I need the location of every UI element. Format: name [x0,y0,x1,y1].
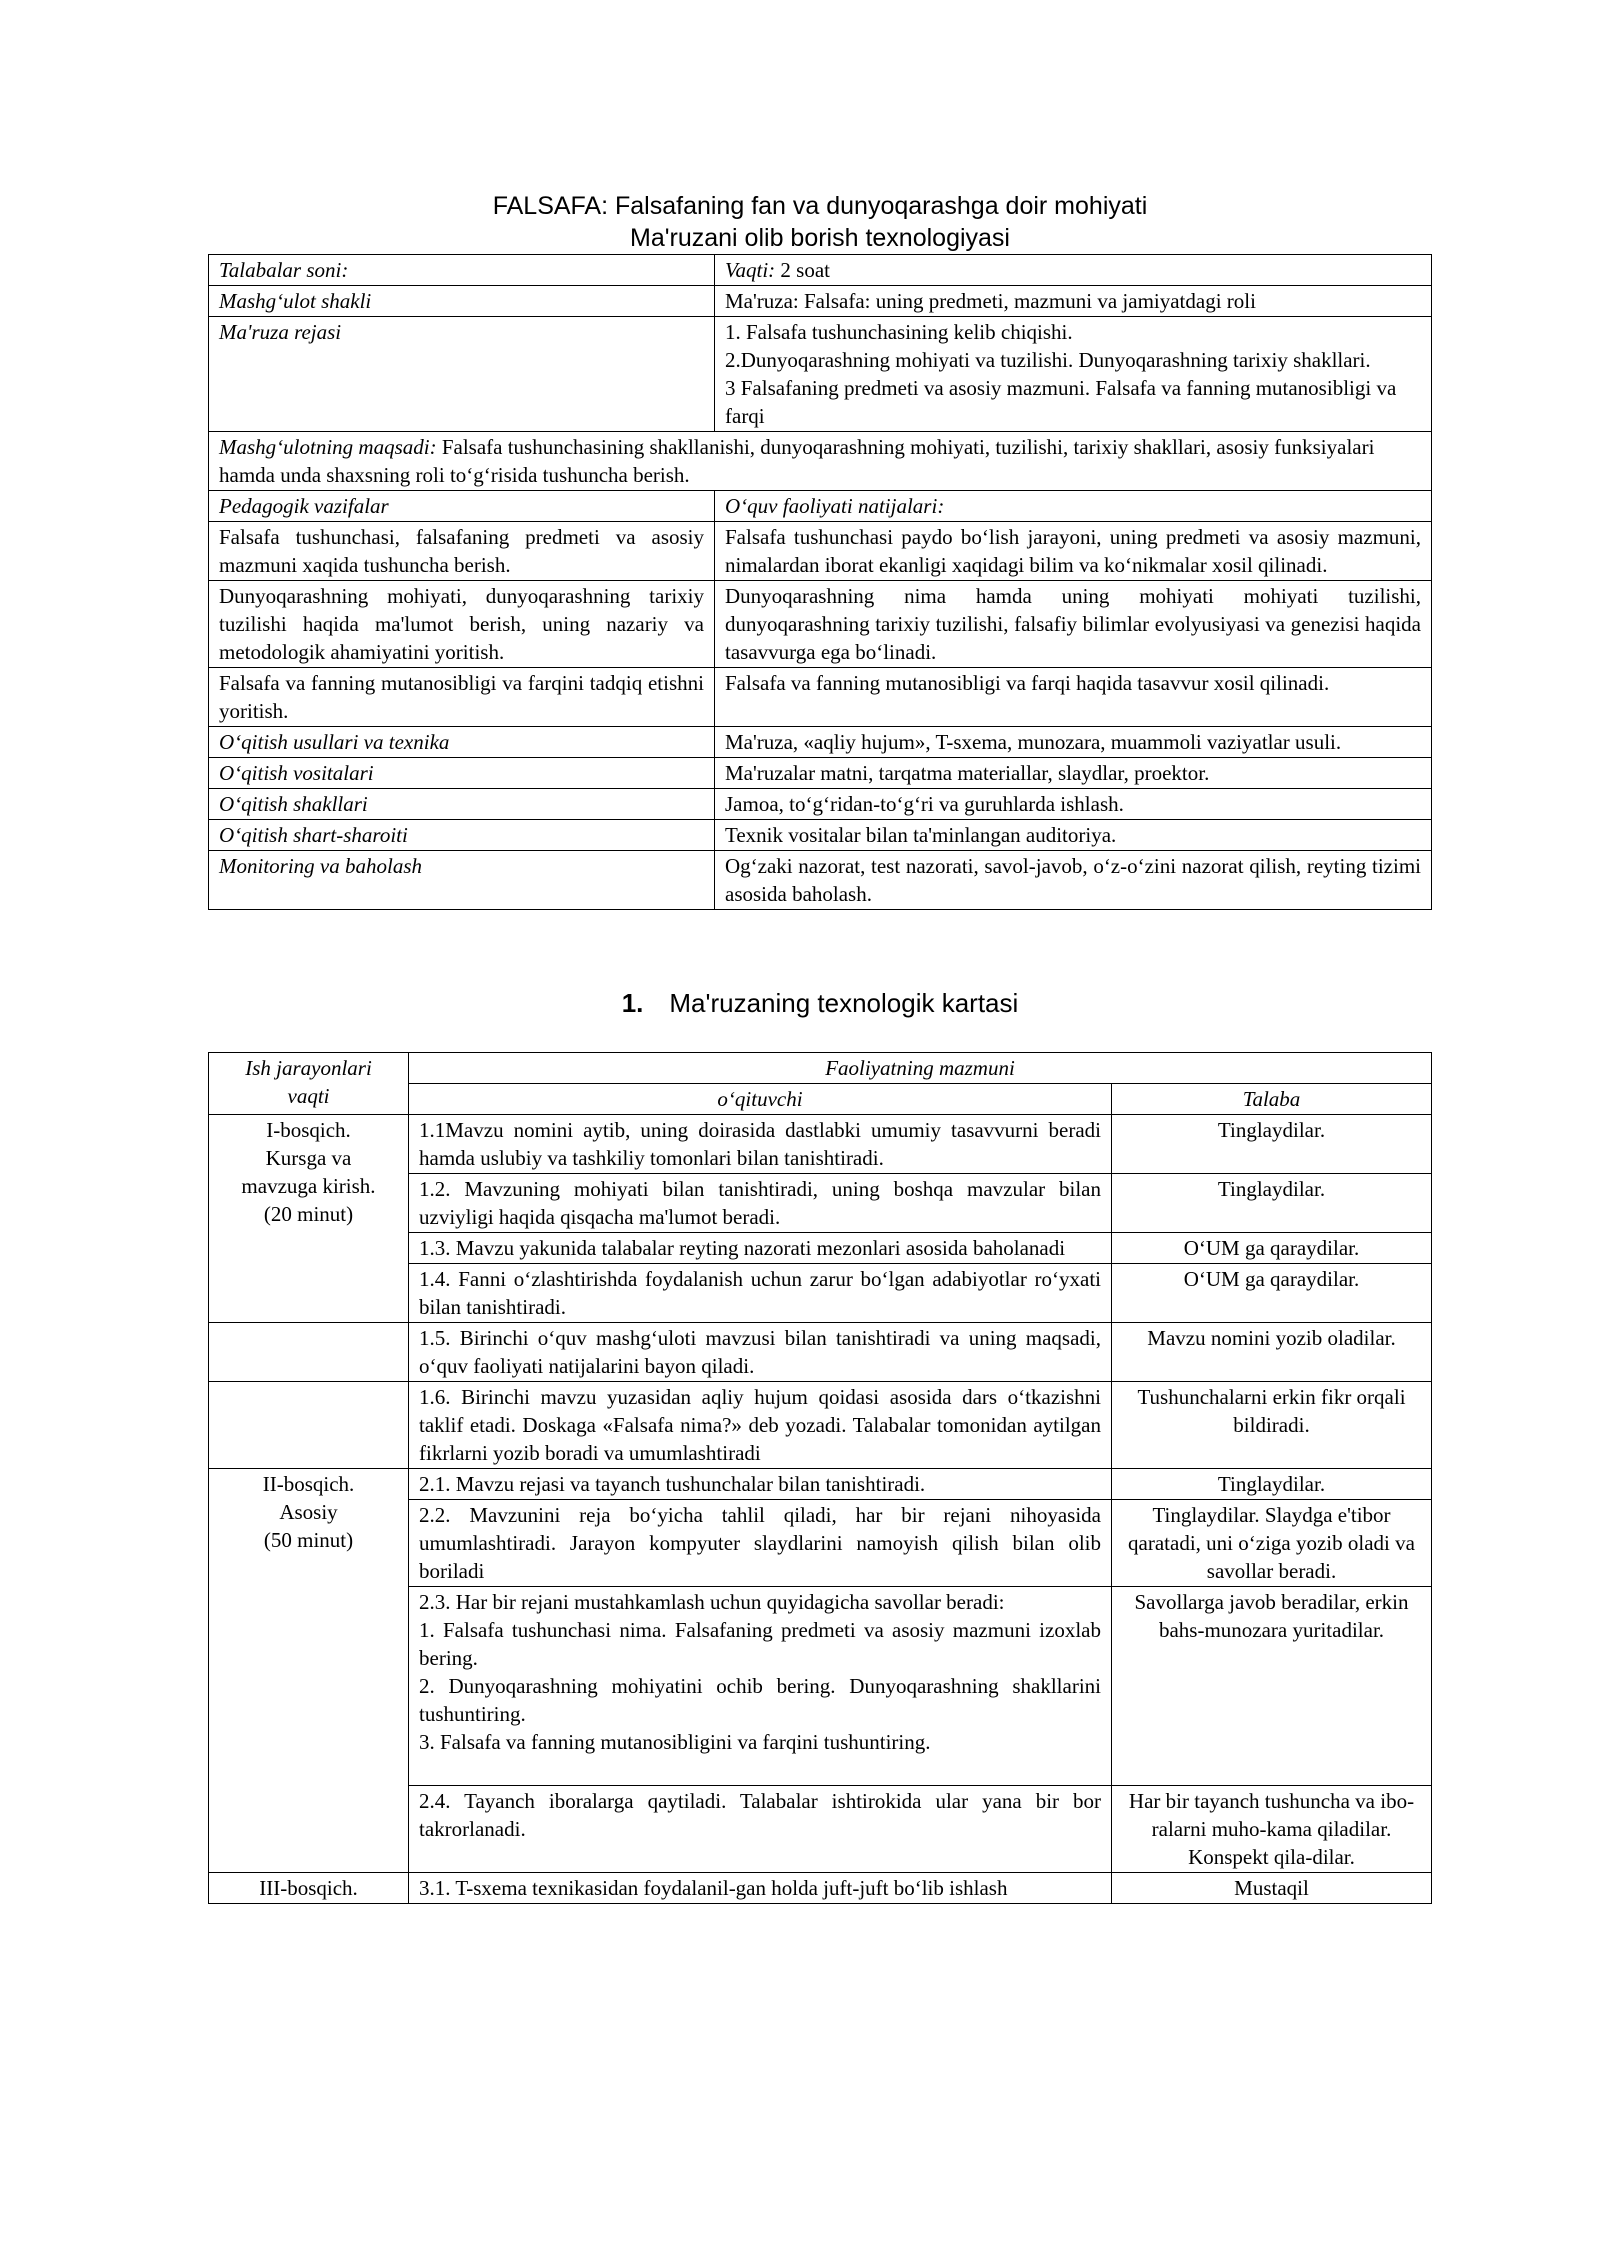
stage-empty-cell [209,1323,409,1382]
teacher-activity: 2.4. Tayanch iboralarga qaytiladi. Talabalar ishtirokida ular yana bir bor takrorlanadi. [409,1786,1112,1873]
teacher-activity: 2.1. Mavzu rejasi va tayanch tushunchalar bilan tanishtiradi. [409,1469,1112,1500]
table-row [209,581,1432,668]
teacher-activity: 2.2. Mavzunini reja bo‘yicha tahlil qiladi, har bir rejani nihoyasida umumlashtiradi. Jarayon kompyuter slaydlarini namoyish qilish bilan olib boriladi [409,1500,1112,1587]
table-row [209,286,1432,317]
student-activity: Tinglaydilar. [1112,1115,1432,1174]
goal-label: Mashg‘ulotning maqsadi: [219,435,437,459]
table-row [209,491,1432,522]
stage-header-line: vaqti [287,1084,330,1108]
result-cell: Falsafa tushunchasi paydo bo‘lish jarayoni, uning predmeti va asosiy mazmuni, nimalardan iborat ekanligi xaqidagi bilim va ko‘nikmalar xosil qilinadi. [715,522,1432,581]
content-header: Faoliyatning mazmuni [409,1053,1432,1084]
student-activity: Tinglaydilar. Slaydga e'tibor qaratadi, uni o‘ziga yozib oladi va savollar beradi. [1112,1500,1432,1587]
stage-text: (50 minut) [263,1528,354,1552]
stage-1-cell [209,1115,409,1323]
lecture-info-table [208,254,1432,910]
time-label: Vaqti: [725,258,776,282]
result-cell: Falsafa va fanning mutanosibligi va farqi haqida tasavvur xosil qilinadi. [715,668,1432,727]
table-row [209,1323,1432,1382]
teacher-activity: 3.1. T-sxema texnikasidan foydalanil-gan holda juft-juft bo‘lib ishlash [409,1873,1112,1904]
stage-header-line: Ish jarayonlari [245,1056,372,1080]
document-title [208,190,1432,254]
plan-label: Ma'ruza rejasi [209,317,715,432]
methods-value: Ma'ruza, «aqliy hujum», T-sxema, munozara, muammoli vaziyatlar usuli. [715,727,1432,758]
student-activity: Mavzu nomini yozib oladilar. [1112,1323,1432,1382]
teacher-activity: 1.6. Birinchi mavzu yuzasidan aqliy hujum qoidasi asosida dars o‘tkazishni taklif etadi. Doskaga «Falsafa nima?» deb yozadi. Talabalar tomonidan aytilgan fikrlarni yozib boradi va umumlashtiradi [409,1382,1112,1469]
stage-header [209,1053,409,1115]
conditions-value: Texnik vositalar bilan ta'minlangan auditoriya. [715,820,1432,851]
plan-item: 1. Falsafa tushunchasining kelib chiqishi. [725,320,1073,344]
technology-card-table [208,1052,1432,1904]
task-cell: Falsafa va fanning mutanosibligi va farqini tadqiq etishni yoritish. [209,668,715,727]
table-row [209,758,1432,789]
task-cell: Falsafa tushunchasi, falsafaning predmeti va asosiy mazmuni xaqida tushuncha berish. [209,522,715,581]
stage-text: mavzuga kirish. [241,1174,376,1198]
stage-text: Kursga va [265,1146,352,1170]
conditions-label: O‘qitish shart-sharoiti [209,820,715,851]
stage-text: I-bosqich. [266,1118,351,1142]
forms-label: O‘qitish shakllari [209,789,715,820]
student-activity: Mustaqil [1112,1873,1432,1904]
teacher-activity: 1.2. Mavzuning mohiyati bilan tanishtiradi, uning boshqa mavzular bilan uzviyligi haqida qisqacha ma'lumot beradi. [409,1174,1112,1233]
stage-2-cell [209,1469,409,1873]
student-activity: O‘UM ga qaraydilar. [1112,1264,1432,1323]
table-row [209,1053,1432,1084]
time-value: 2 soat [775,258,830,282]
document-page [208,190,1432,1904]
table-row [209,522,1432,581]
plan-items [715,317,1432,432]
task-cell: Dunyoqarashning mohiyati, dunyoqarashning tarixiy tuzilishi haqida ma'lumot berish, uning nazariy va metodologik ahamiyatini yoritish. [209,581,715,668]
goal-value: Falsafa tushunchasining shakllanishi, dunyoqarashning mohiyati, tuzilishi, tarixiy shakllari, asosiy funksiyalari hamda unda shaxsning roli to‘g‘risida tushuncha berish. [219,435,1375,487]
form-label: Mashg‘ulot shakli [209,286,715,317]
means-label: O‘qitish vositalari [209,758,715,789]
table-row [209,820,1432,851]
results-label: O‘quv faoliyati natijalari: [715,491,1432,522]
goal-cell [209,432,1432,491]
student-activity: Tinglaydilar. [1112,1174,1432,1233]
student-activity: O‘UM ga qaraydilar. [1112,1233,1432,1264]
table-row [209,851,1432,910]
teacher-header: o‘qituvchi [409,1084,1112,1115]
teacher-activity: 1.4. Fanni o‘zlashtirishda foydalanish uchun zarur bo‘lgan adabiyotlar ro‘yxati bilan tanishtiradi. [409,1264,1112,1323]
stage-text: Asosiy [279,1500,338,1524]
teacher-activity: 1.3. Mavzu yakunida talabalar reyting nazorati mezonlari asosida baholanadi [409,1233,1112,1264]
table-row [209,727,1432,758]
monitoring-value: Og‘zaki nazorat, test nazorati, savol-javob, o‘z-o‘zini nazorat qilish, reyting tizimi asosida baholash. [715,851,1432,910]
teacher-activity: 1.1Mavzu nomini aytib, uning doirasida dastlabki umumiy tasavvurni beradi hamda uslubiy va tashkiliy tomonlari bilan tanishtiradi. [409,1115,1112,1174]
table-row [209,789,1432,820]
plan-item: 3 Falsafaning predmeti va asosiy mazmuni. Falsafa va fanning mutanosibligi va farqi [725,376,1397,428]
methods-label: O‘qitish usullari va texnika [209,727,715,758]
table-row [209,255,1432,286]
means-value: Ma'ruzalar matni, tarqatma materiallar, slaydlar, proektor. [715,758,1432,789]
student-header: Talaba [1112,1084,1432,1115]
section-number: 1. [621,988,644,1018]
table-row [209,432,1432,491]
stage-text: II-bosqich. [262,1472,355,1496]
tasks-label: Pedagogik vazifalar [209,491,715,522]
student-activity: Savollarga javob beradilar, erkin bahs-munozara yuritadilar. [1112,1587,1432,1786]
title-line-2: Ma'ruzani olib borish texnologiyasi [630,224,1010,252]
student-activity: Tinglaydilar. [1112,1469,1432,1500]
teacher-activity: 1.5. Birinchi o‘quv mashg‘uloti mavzusi bilan tanishtiradi va uning maqsadi, o‘quv faoliyati natijalarini bayon qiladi. [409,1323,1112,1382]
stage-3-cell: III-bosqich. [209,1873,409,1904]
stage-empty-cell [209,1382,409,1469]
table-row [209,1469,1432,1500]
title-line-1: FALSAFA: Falsafaning fan va dunyoqarashga doir mohiyati [492,192,1148,220]
students-label: Talabalar soni: [209,255,715,286]
teacher-activity-line: 1. Falsafa tushunchasi nima. Falsafaning predmeti va asosiy mazmuni izoxlab bering. [419,1618,1101,1670]
teacher-activity-line: 2. Dunyoqarashning mohiyatini ochib bering. Dunyoqarashning shakllarini tushuntiring. [419,1674,1101,1726]
table-row [209,668,1432,727]
teacher-activity-line: 3. Falsafa va fanning mutanosibligini va farqini tushuntiring. [419,1730,931,1754]
plan-item: 2.Dunyoqarashning mohiyati va tuzilishi. Dunyoqarashning tarixiy shakllari. [725,348,1371,372]
student-activity: Har bir tayanch tushuncha va ibo-ralarni muho-kama qiladilar. Konspekt qila-dilar. [1112,1786,1432,1873]
section-title-text: Ma'ruzaning texnologik kartasi [669,988,1019,1018]
student-activity: Tushunchalarni erkin fikr orqali bildiradi. [1112,1382,1432,1469]
table-row [209,1115,1432,1174]
table-row [209,1873,1432,1904]
table-row [209,1382,1432,1469]
result-cell: Dunyoqarashning nima hamda uning mohiyati mohiyati tuzilishi, dunyoqarashning tarixiy tuzilishi, falsafiy bilimlar evolyusiyasi va genezisi haqida tasavvurga ega bo‘linadi. [715,581,1432,668]
table-row [209,317,1432,432]
teacher-activity-line: 2.3. Har bir rejani mustahkamlash uchun quyidagicha savollar beradi: [419,1590,1005,1614]
stage-text: (20 minut) [263,1202,354,1226]
forms-value: Jamoa, to‘g‘ridan-to‘g‘ri va guruhlarda ishlash. [715,789,1432,820]
form-value: Ma'ruza: Falsafa: uning predmeti, mazmuni va jamiyatdagi roli [715,286,1432,317]
time-cell [715,255,1432,286]
teacher-activity [409,1587,1112,1786]
monitoring-label: Monitoring va baholash [209,851,715,910]
section-title [208,988,1432,1019]
